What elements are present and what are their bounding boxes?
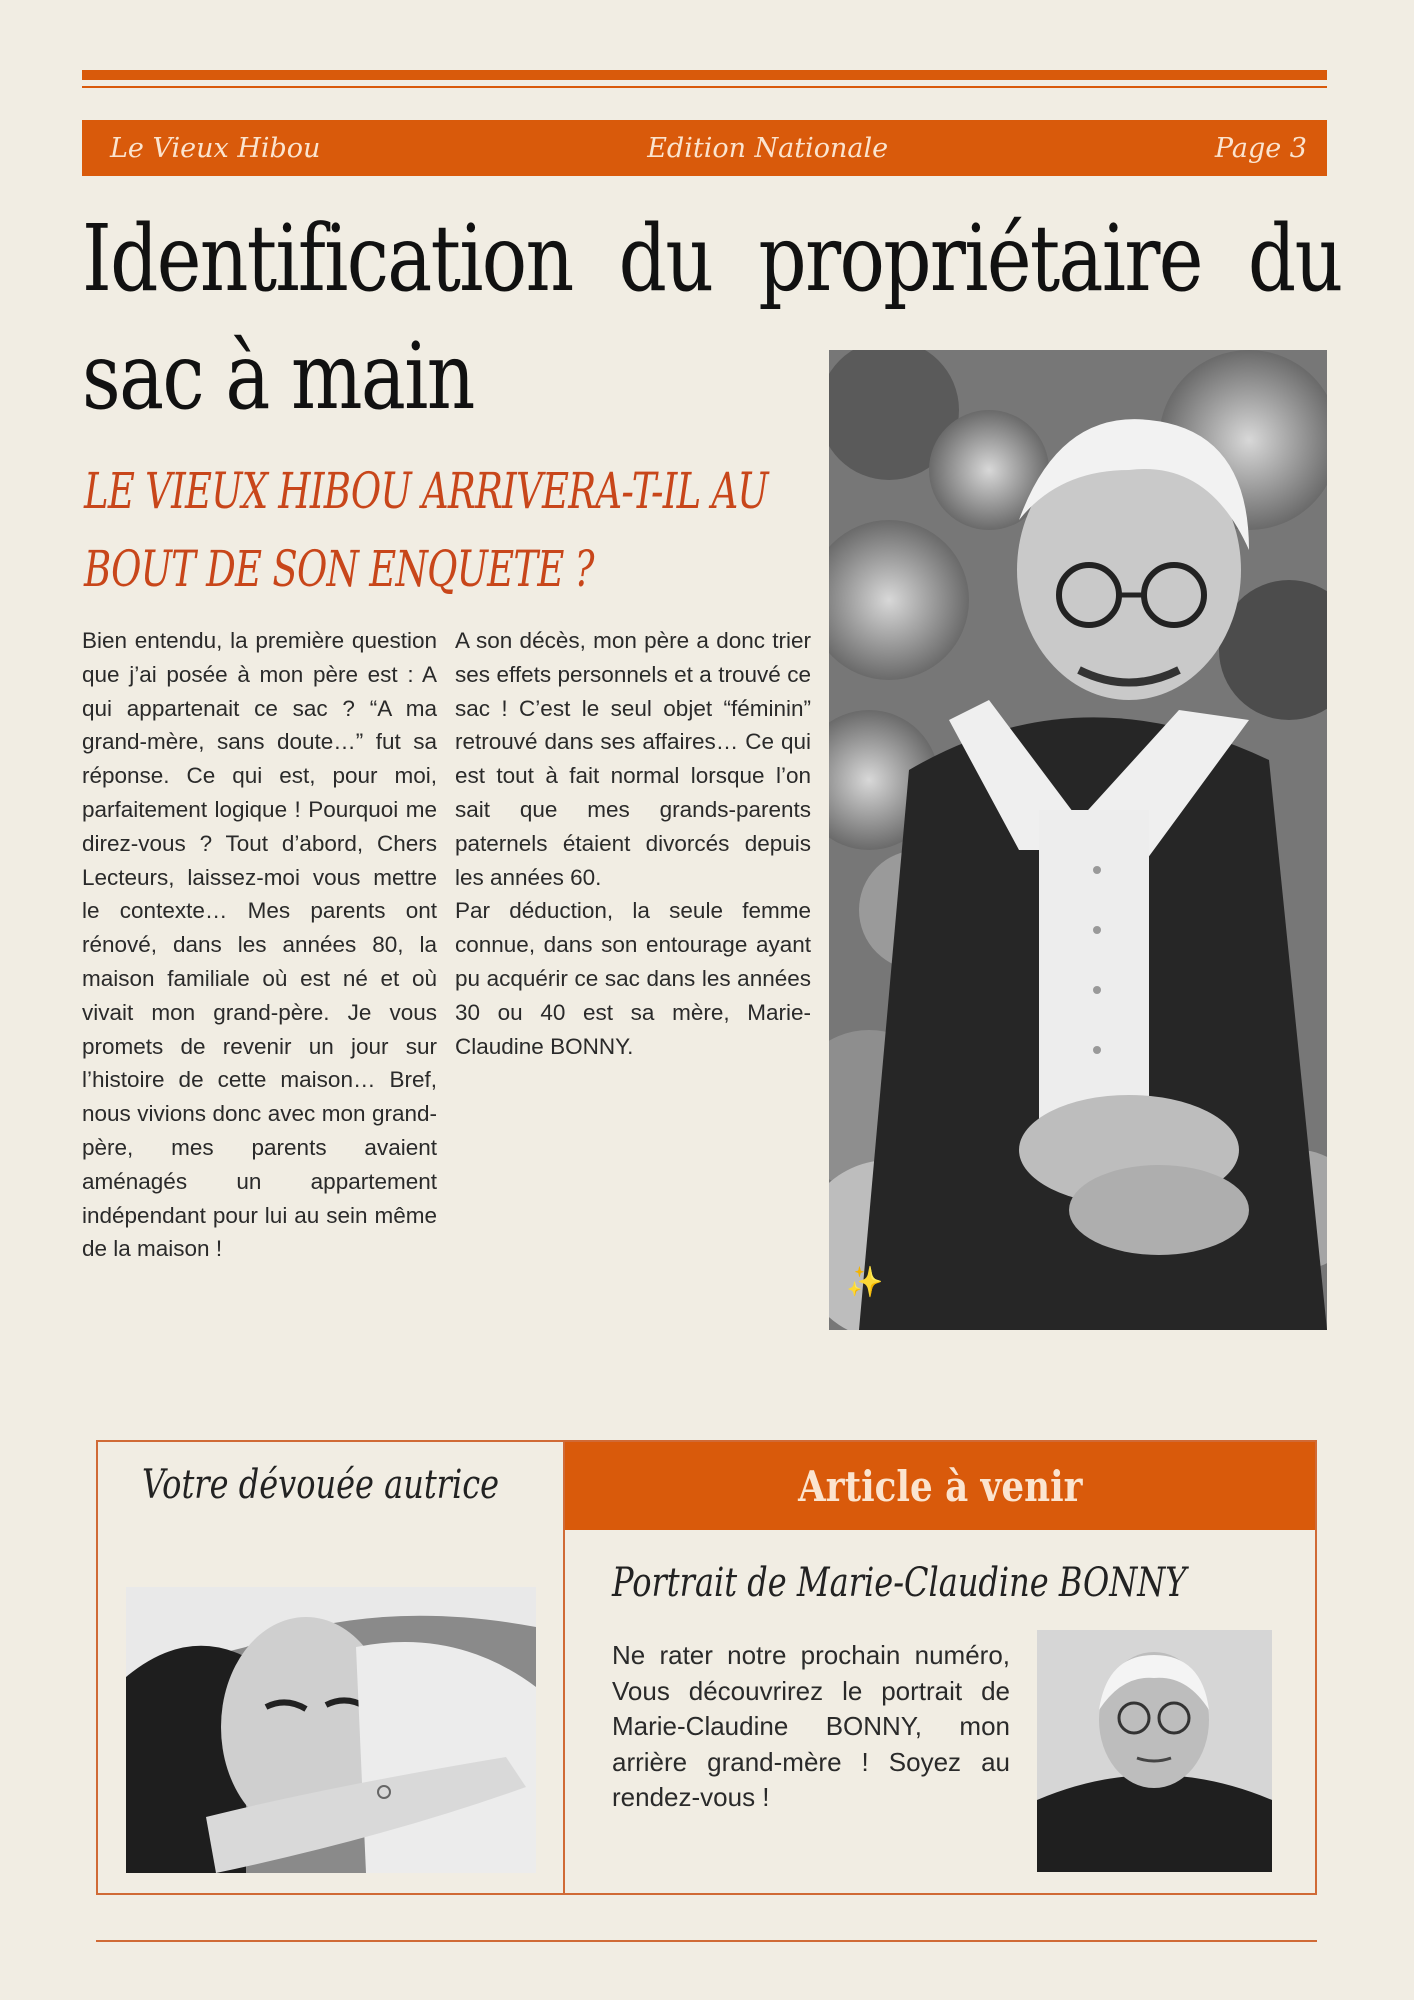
- top-rule-thick: [82, 70, 1327, 80]
- upcoming-article-text: Ne rater notre prochain numéro, Vous découvrirez le portrait de Marie-Claudine BONNY, mon arrière grand-mère ! Soyez au rendez-vous !: [612, 1640, 1010, 1812]
- upcoming-banner: [565, 1442, 1315, 1530]
- article-subheadline: LE VIEUX HIBOU ARRIVERA-T-IL AU BOUT DE SON ENQUETE ?: [84, 462, 768, 598]
- main-photo-elderly-woman: [829, 350, 1327, 1330]
- publication-name: Le Vieux Hibou: [110, 132, 321, 164]
- upcoming-banner-title: Article à venir: [797, 1461, 1083, 1511]
- column-2-paragraph-1: A son décès, mon père a donc trier ses effets personnels et a trouvé ce sac ! C’est le seul objet “féminin” retrouvé dans ses affaires… Ce qui est tout à fait normal lorsque l’on sait que mes grands-parents paternels étaient divorcés depuis les années 60.: [455, 628, 811, 890]
- masthead-bar: [82, 120, 1327, 176]
- article-column-1: Bien entendu, la première question que j’ai posée à mon père est : A qui appartenait ce sac ? “A ma grand-mère, sans doute…” fut sa réponse. Ce qui est, pour moi, parfaitement logique ! Pourquoi me direz-vous ? Tout d’abord, Chers Lecteurs, laissez-moi vous mettre le contexte… Mes parents ont rénové, dans les années 80, la maison familiale où est né et où vivait mon grand-père. Je vous promets de revenir un jour sur l’histoire de cette maison… Bref, nous vivions donc avec mon grand-père, mes parents avaient aménagés un appartement indépendant pour lui au sein même de la maison !: [82, 628, 437, 1262]
- magic-wand-icon[interactable]: ✨: [846, 1266, 884, 1299]
- upcoming-article-title: Portrait de Marie-Claudine BONNY: [612, 1560, 1187, 1606]
- author-box-title: Votre dévouée autrice: [142, 1462, 500, 1508]
- top-rule-thin: [82, 86, 1327, 88]
- edition-label: Edition Nationale: [647, 132, 889, 164]
- article-column-2: [455, 624, 811, 1063]
- headline-line-2: sac à main: [82, 323, 474, 430]
- headline-line-1: Identification du propriétaire du: [82, 205, 1342, 312]
- bottom-rule: [96, 1940, 1317, 1942]
- page-number: Page 3: [1214, 132, 1307, 164]
- author-photo: [126, 1587, 536, 1873]
- column-2-paragraph-2: Par déduction, la seule femme connue, dans son entourage ayant pu acquérir ce sac dans les années 30 ou 40 est sa mère, Marie-Claudine BONNY.: [455, 898, 811, 1059]
- portrait-photo-marie-claudine: [1037, 1630, 1272, 1872]
